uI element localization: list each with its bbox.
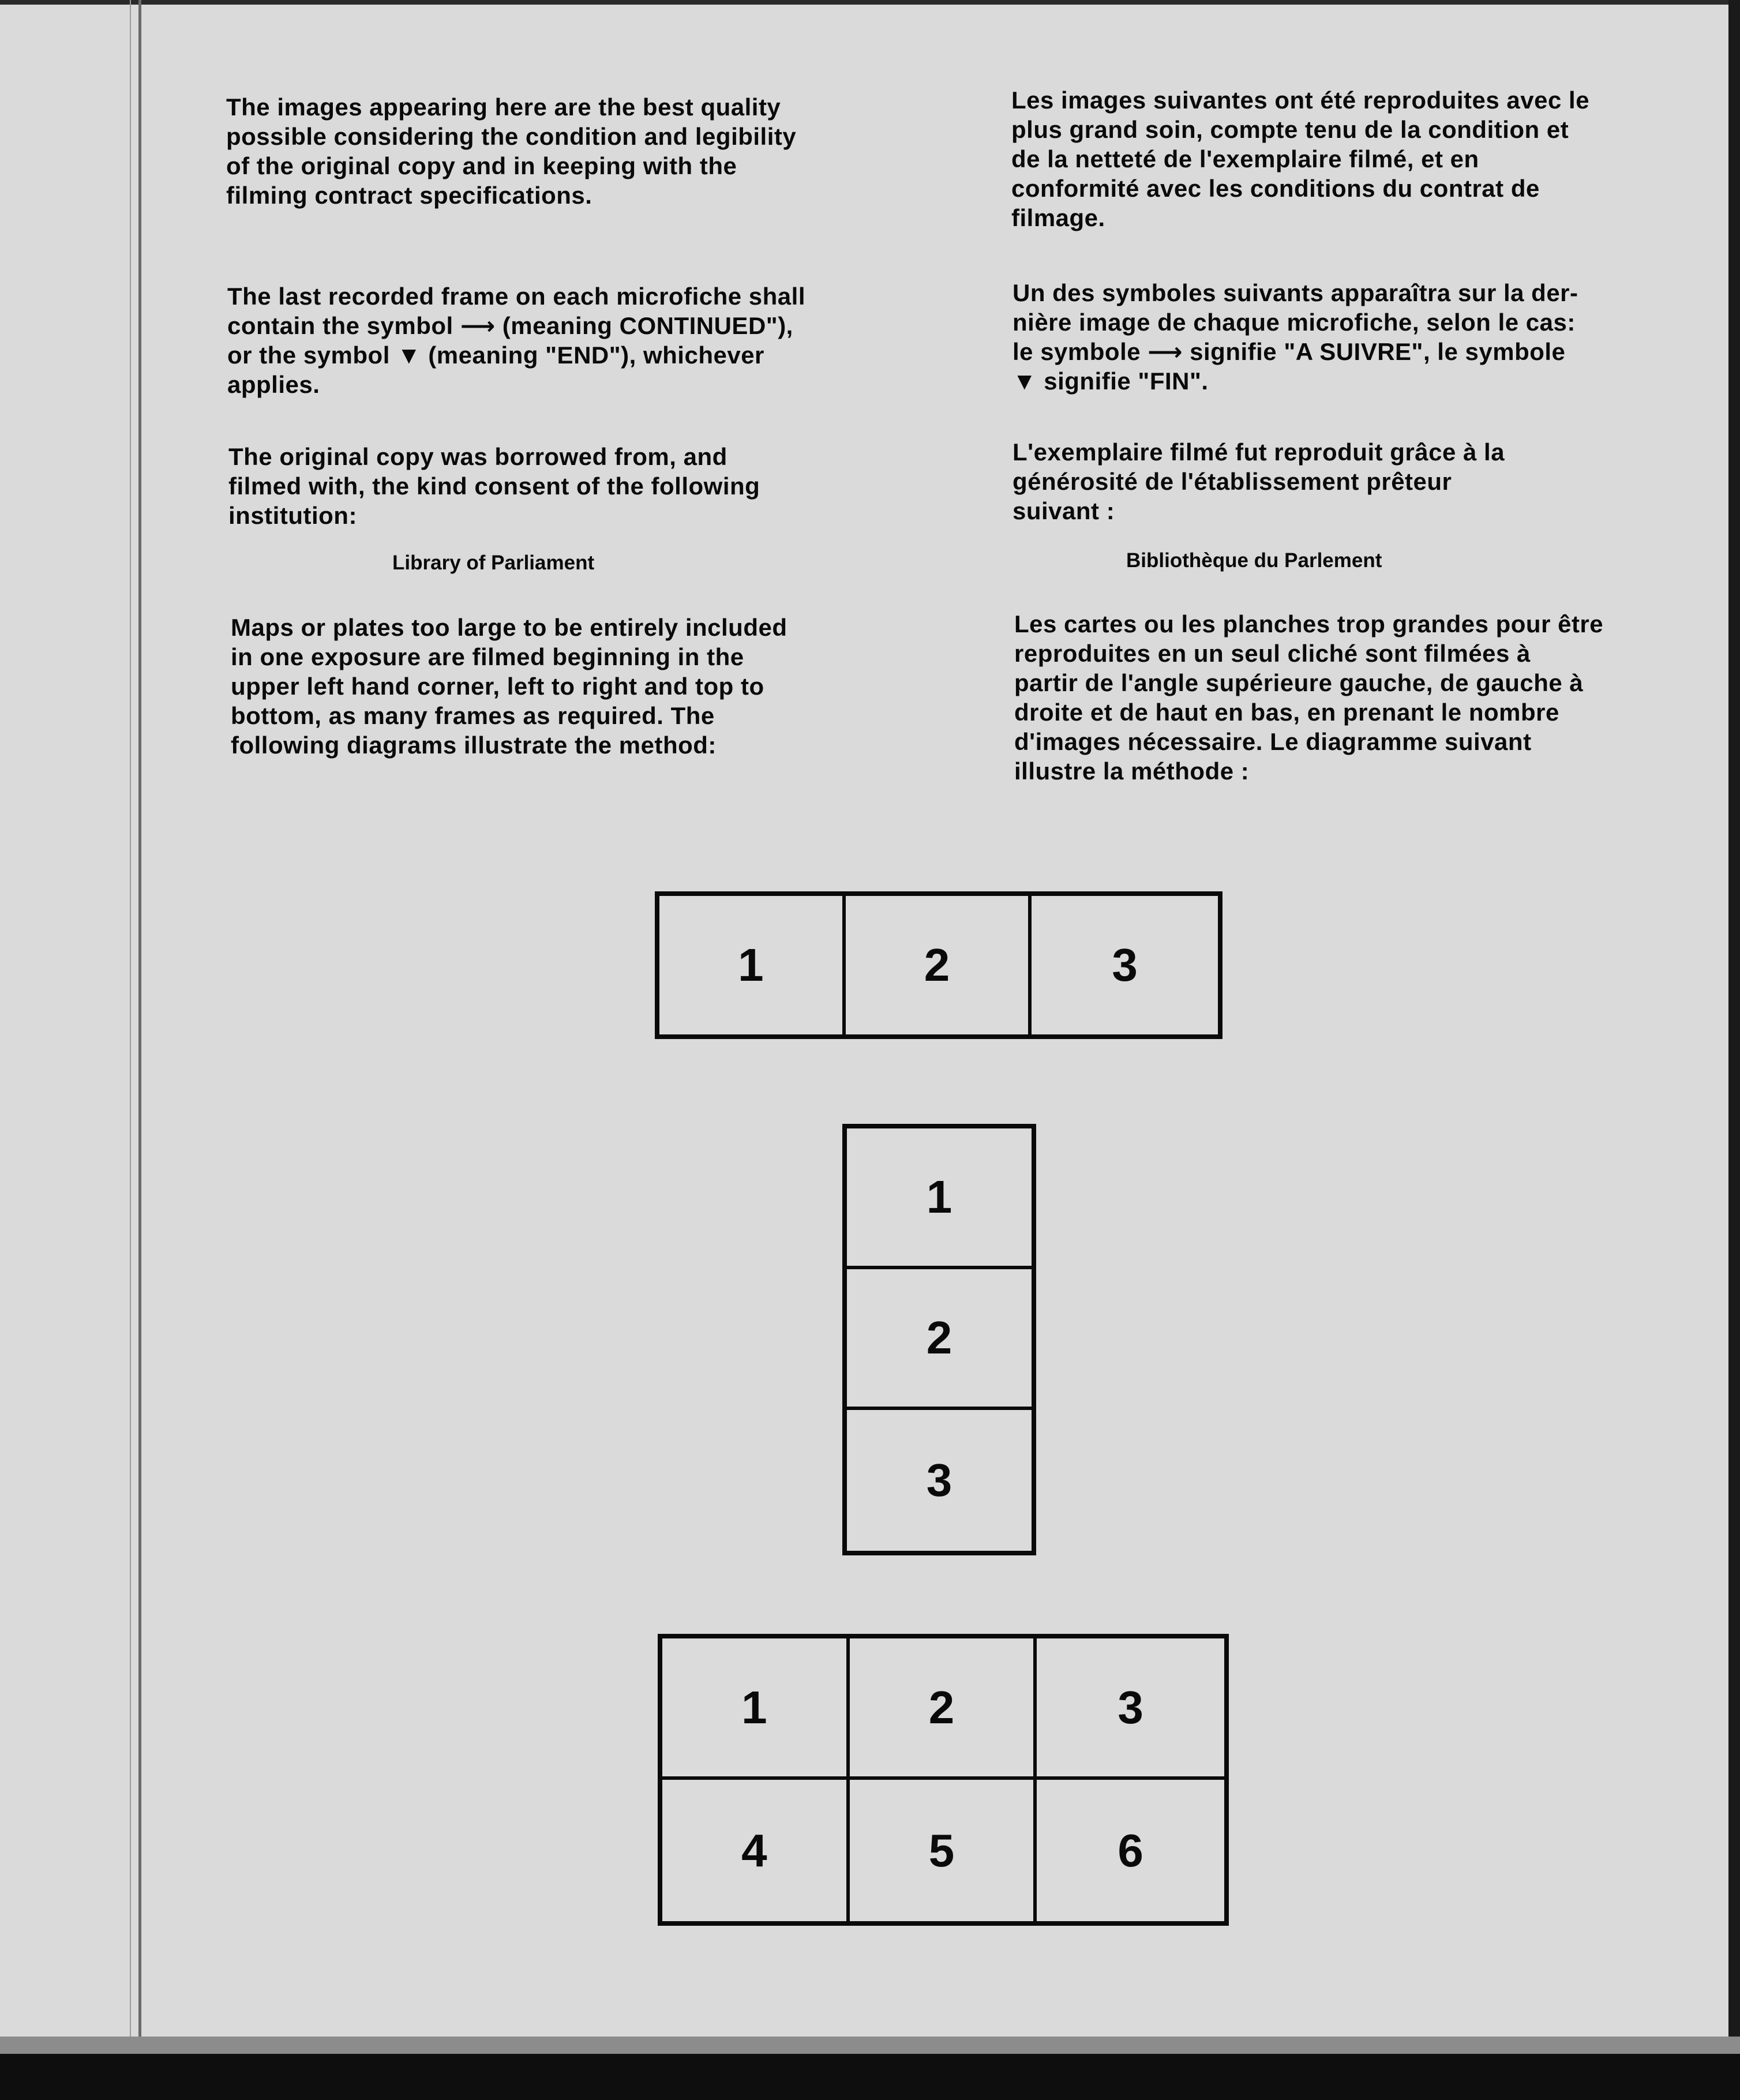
frame-cell: 3 bbox=[1112, 939, 1138, 991]
en-institution-name: Library of Parliament bbox=[392, 552, 595, 574]
frame-cell: 1 bbox=[662, 1638, 850, 1780]
diagram-column-of-frames bbox=[842, 1124, 1036, 1555]
fr-institution-name: Bibliothèque du Parlement bbox=[1126, 549, 1382, 572]
frame-cell: 1 bbox=[847, 1128, 1032, 1269]
frame-cell: 5 bbox=[850, 1780, 1037, 1921]
fr-borrowed-paragraph: L'exemplaire filmé fut reproduit grâce à la générosité de l'établissement prêteur suivant : bbox=[1012, 438, 1505, 524]
film-edge-left bbox=[138, 0, 141, 2054]
frame-cell: 4 bbox=[662, 1780, 850, 1921]
frame-cell: 2 bbox=[850, 1638, 1037, 1780]
frame-cell: 2 bbox=[847, 1269, 1032, 1410]
frame-cell: 3 bbox=[926, 1454, 952, 1506]
film-edge-right bbox=[1728, 0, 1740, 2100]
en-symbols-paragraph: The last recorded frame on each microfiche shall contain the symbol ⟶ (meaning CONTINUED"), or the symbol ▼ (meaning "END"), whichever applies. bbox=[227, 283, 805, 398]
frame-cell: 1 bbox=[659, 896, 846, 1034]
film-edge-bottom-shade bbox=[0, 2037, 1740, 2054]
diagram-row-of-frames bbox=[655, 891, 1222, 1039]
en-quality-paragraph: The images appearing here are the best quality possible considering the condition and legibility of the original copy and in keeping with the filming contract specifications. bbox=[226, 93, 797, 209]
en-maps-paragraph: Maps or plates too large to be entirely included in one exposure are filmed beginning in the upper left hand corner, left to right and top to bottom, as many frames as required. The following diagrams illustrate the method: bbox=[231, 614, 787, 759]
film-edge-left-faint bbox=[130, 0, 131, 2054]
frame-cell: 6 bbox=[1118, 1824, 1143, 1876]
en-borrowed-paragraph: The original copy was borrowed from, and filmed with, the kind consent of the following institution: bbox=[228, 443, 760, 529]
fr-maps-paragraph: Les cartes ou les planches trop grandes pour être reproduites en un seul cliché sont filmées à partir de l'angle supérieure gauche, de gauche à droite et de haut en bas, en prenant le nombre d'images nécessaire. Le diagramme suivant illustre la méthode : bbox=[1014, 610, 1604, 785]
film-edge-bottom bbox=[0, 2054, 1740, 2100]
fr-quality-paragraph: Les images suivantes ont été reproduites avec le plus grand soin, compte tenu de la condition et de la netteté de l'exemplaire filmé, et en conformité avec les conditions du contrat de filmage. bbox=[1011, 87, 1590, 231]
frame-cell: 2 bbox=[846, 896, 1032, 1034]
fr-symbols-paragraph: Un des symboles suivants apparaîtra sur la der- nière image de chaque microfiche, selon le cas: le symbole ⟶ signifie "A SUIVRE", le symbole ▼ signifie "FIN". bbox=[1012, 279, 1578, 395]
film-edge-top bbox=[0, 0, 1740, 5]
frame-cell: 3 bbox=[1037, 1638, 1224, 1780]
diagram-grid-of-frames bbox=[658, 1634, 1229, 1926]
